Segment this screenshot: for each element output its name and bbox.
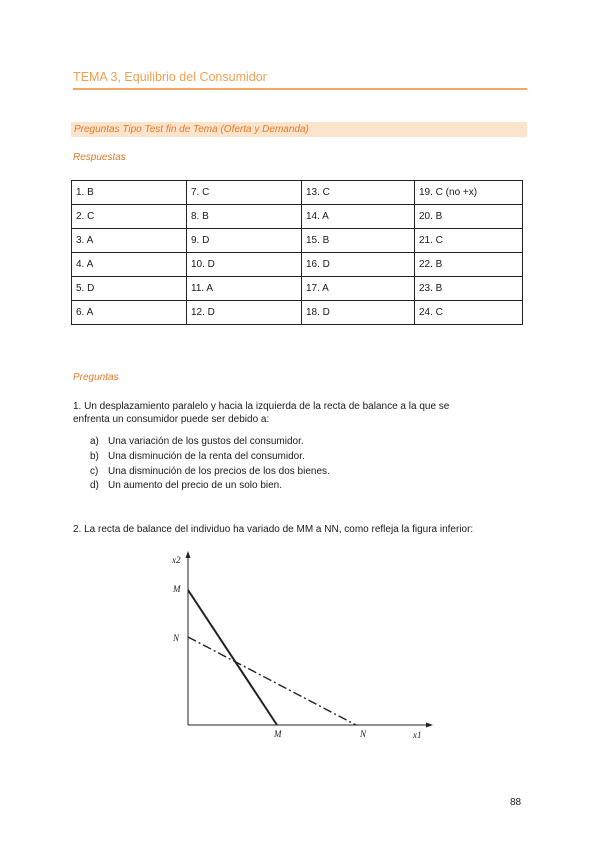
option-b: b) Una disminución de la renta del consumidor. [90, 450, 305, 462]
answer-cell: 17. A [302, 277, 415, 301]
option-c: c) Una disminución de los precios de los dos bienes. [90, 465, 330, 477]
page-number: 88 [510, 797, 522, 808]
answers-heading: Respuestas [73, 152, 126, 163]
option-d: d) Un aumento del precio de un solo bien. [90, 480, 283, 492]
answer-cell: 13. C [302, 181, 415, 205]
question-1-line-1: 1. Un desplazamiento paralelo y hacia la izquierda de la recta de balance a la que se [73, 401, 450, 412]
budget-line-nn [188, 637, 356, 725]
label-n-x: N [360, 729, 367, 739]
answers-table [71, 180, 523, 325]
table-row [72, 253, 523, 277]
question-1-line-2: enfrenta un consumidor puede ser debido a: [73, 413, 270, 425]
answer-cell: 8. B [187, 205, 302, 229]
budget-line-mm [188, 590, 277, 725]
y-axis-arrow [186, 551, 191, 558]
table-row [72, 301, 523, 325]
question-1-options [90, 435, 330, 494]
answer-cell: 2. C [72, 205, 187, 229]
table-row [72, 229, 523, 253]
answer-cell: 14. A [302, 205, 415, 229]
label-m-y: M [173, 584, 181, 594]
y-axis-label: x2 [172, 555, 181, 565]
answer-cell: 3. A [72, 229, 187, 253]
section-title: Preguntas Tipo Test fin de Tema (Oferta y Demanda) [71, 122, 527, 137]
answer-cell: 20. B [415, 205, 523, 229]
page-title: TEMA 3, Equilibrio del Consumidor [73, 70, 527, 90]
answer-cell: 16. D [302, 253, 415, 277]
answer-cell: 4. A [72, 253, 187, 277]
answer-cell: 6. A [72, 301, 187, 325]
table-row [72, 181, 523, 205]
table-row [72, 205, 523, 229]
answer-cell: 22. B [415, 253, 523, 277]
answer-cell: 18. D [302, 301, 415, 325]
label-m-x: M [274, 729, 282, 739]
questions-heading: Preguntas [73, 372, 119, 383]
question-1 [73, 401, 533, 426]
answer-cell: 7. C [187, 181, 302, 205]
x-axis-arrow [426, 723, 433, 728]
answer-cell: 9. D [187, 229, 302, 253]
answer-cell: 12. D [187, 301, 302, 325]
answer-cell: 21. C [415, 229, 523, 253]
answer-cell: 15. B [302, 229, 415, 253]
answer-cell: 10. D [187, 253, 302, 277]
answer-cell: 11. A [187, 277, 302, 301]
answer-cell: 23. B [415, 277, 523, 301]
x-axis-label: x1 [413, 730, 422, 740]
answer-cell: 5. D [72, 277, 187, 301]
table-row [72, 277, 523, 301]
question-2: 2. La recta de balance del individuo ha variado de MM a NN, como refleja la figura inferior: [73, 524, 474, 535]
option-a: a) Una variación de los gustos del consumidor. [90, 436, 304, 447]
answer-cell: 19. C (no +x) [415, 181, 523, 205]
budget-line-figure [166, 548, 446, 748]
answer-cell: 24. C [415, 301, 523, 325]
label-n-y: N [173, 633, 180, 643]
answer-cell: 1. B [72, 181, 187, 205]
